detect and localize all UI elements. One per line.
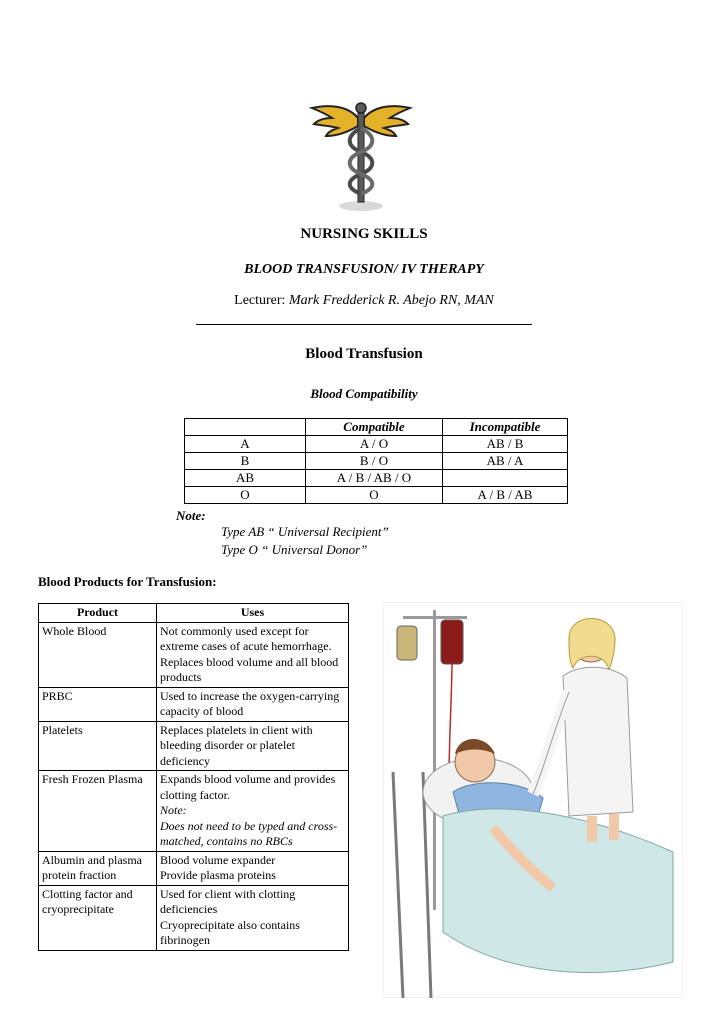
- incompatible-cell: [443, 470, 568, 487]
- uses-line: Replaces blood volume and all blood products: [160, 654, 339, 684]
- uses-line: Used to increase the oxygen-carrying capacity of blood: [160, 688, 340, 718]
- table-row: [39, 771, 349, 852]
- table-row: [185, 487, 568, 504]
- uses-line: Provide plasma proteins: [160, 868, 276, 882]
- uses-cell: [157, 622, 349, 687]
- table-row: [39, 622, 349, 687]
- caduceus-logo: [308, 88, 414, 216]
- uses-cell: [157, 721, 349, 771]
- incompatible-cell: A / B / AB: [443, 487, 568, 504]
- blood-products-table: [38, 603, 349, 951]
- uses-line: Expands blood volume and provides clotting factor.: [160, 772, 336, 802]
- table-row: [185, 470, 568, 487]
- blood-type-cell: B: [185, 453, 306, 470]
- header-cell: [185, 419, 306, 436]
- compatible-cell: A / B / AB / O: [306, 470, 443, 487]
- table-header-row: [39, 604, 349, 623]
- table-row: [185, 453, 568, 470]
- header-cell: Compatible: [306, 419, 443, 436]
- compatible-cell: B / O: [306, 453, 443, 470]
- compatibility-table: [184, 418, 568, 504]
- product-cell: Albumin and plasma protein fraction: [39, 851, 157, 885]
- uses-line: Blood volume expander: [160, 852, 276, 867]
- header-cell-product: Product: [39, 604, 157, 623]
- note-line-universal-recipient: Type AB “ Universal Recipient”: [221, 524, 389, 539]
- uses-cell: [157, 687, 349, 721]
- uses-note-text: Does not need to be typed and cross-matched, contains no RBCs: [160, 818, 338, 848]
- table-row: [185, 436, 568, 453]
- lecturer-name: Mark Fredderick R. Abejo RN, MAN: [288, 293, 494, 308]
- incompatible-cell: AB / A: [443, 453, 568, 470]
- transfusion-illustration: [383, 602, 683, 998]
- table-header-row: [185, 419, 568, 436]
- product-cell: Fresh Frozen Plasma: [39, 771, 157, 852]
- uses-line: Cryoprecipitate also contains fibrinogen: [160, 917, 300, 947]
- section-title: Blood Transfusion: [305, 346, 423, 362]
- uses-cell: [157, 851, 349, 885]
- compatible-cell: A / O: [306, 436, 443, 453]
- horizontal-rule: [196, 324, 532, 325]
- note-label: Note:: [176, 508, 206, 523]
- uses-line: Used for client with clotting deficiencies: [160, 886, 296, 916]
- table-row: [39, 687, 349, 721]
- product-cell: PRBC: [39, 687, 157, 721]
- product-cell: Whole Blood: [39, 622, 157, 687]
- compatibility-title: Blood Compatibility: [310, 386, 418, 401]
- compatible-cell: O: [306, 487, 443, 504]
- document-title: NURSING SKILLS: [300, 226, 428, 242]
- table-row: [39, 885, 349, 950]
- header-cell: Incompatible: [443, 419, 568, 436]
- uses-cell: [157, 771, 349, 852]
- blood-type-cell: AB: [185, 470, 306, 487]
- products-title: Blood Products for Transfusion:: [38, 574, 217, 589]
- product-cell: Clotting factor and cryoprecipitate: [39, 885, 157, 950]
- uses-note-label: Note:: [160, 803, 187, 817]
- blood-type-cell: O: [185, 487, 306, 504]
- uses-cell: [157, 885, 349, 950]
- incompatible-cell: AB / B: [443, 436, 568, 453]
- lecturer-label: Lecturer:: [234, 293, 289, 308]
- header-cell-uses: Uses: [157, 604, 349, 623]
- note-line-universal-donor: Type O “ Universal Donor”: [221, 542, 368, 557]
- lecturer-line: [0, 293, 728, 309]
- table-row: [39, 721, 349, 771]
- blood-type-cell: A: [185, 436, 306, 453]
- uses-line: Replaces platelets in client with bleeding disorder or platelet deficiency: [160, 722, 313, 768]
- product-cell: Platelets: [39, 721, 157, 771]
- table-row: [39, 851, 349, 885]
- document-subtitle: BLOOD TRANSFUSION/ IV THERAPY: [244, 262, 484, 277]
- uses-line: Not commonly used except for extreme cases of acute hemorrhage.: [160, 623, 332, 653]
